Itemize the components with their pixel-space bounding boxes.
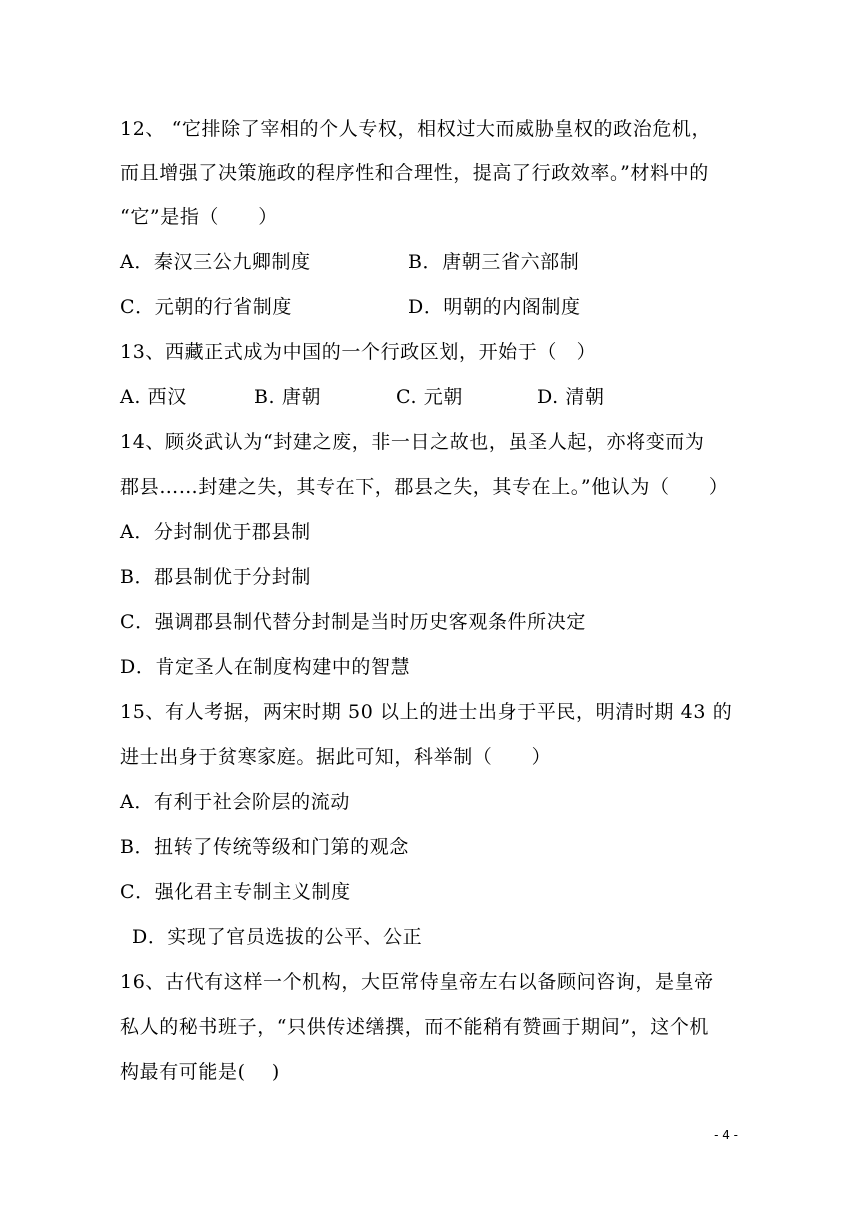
q14-line-2: 郡县……封建之失，其专在下，郡县之失，其专在上。”他认为（ ） [120,476,729,498]
q12-line-3: “它”是指（ ） [120,206,278,228]
q14-option-d: D．肯定圣人在制度构建中的智慧 [120,656,411,678]
q12-line-2: 而且增强了决策施政的程序性和合理性，提高了行政效率。”材料中的 [120,162,709,184]
q14-option-b: B．郡县制优于分封制 [120,566,311,588]
q15-option-b: B．扭转了传统等级和门第的观念 [120,836,409,858]
q13-option-d: D. 清朝 [537,386,605,408]
q16-line-2: 私人的秘书班子，“只供传述缮撰，而不能稍有赞画于期间”，这个机 [120,1016,710,1038]
q14-option-c: C．强调郡县制代替分封制是当时历史客观条件所决定 [120,611,586,633]
q13-option-b: B. 唐朝 [254,386,322,408]
q12-line-1: 12、 “它排除了宰相的个人专权，相权过大而威胁皇权的政治危机， [120,118,712,140]
q13-option-c: C. 元朝 [396,386,463,408]
q15-option-a: A．有利于社会阶层的流动 [120,791,350,813]
page-number: - 4 - [714,1128,738,1142]
q15-option-d: D．实现了官员选拔的公平、公正 [132,926,423,948]
q14-option-a: A．分封制优于郡县制 [120,521,311,543]
q15-option-c: C．强化君主专制主义制度 [120,881,351,903]
q16-line-1: 16、古代有这样一个机构，大臣常侍皇帝左右以备顾问咨询，是皇帝 [120,971,714,993]
q13-option-a: A. 西汉 [120,386,187,408]
q12-option-a: A．秦汉三公九卿制度 [120,251,311,273]
q15-line-2: 进士出身于贫寒家庭。据此可知，科举制（ ） [120,746,552,768]
q14-line-1: 14、顾炎武认为“封建之废，非一日之故也，虽圣人起，亦将变而为 [120,431,705,453]
q13-line-1: 13、西藏正式成为中国的一个行政区划，开始于（ ） [120,341,597,363]
q16-line-3: 构最有可能是( ) [120,1061,280,1083]
q15-line-1: 15、有人考据，两宋时期 50 以上的进士出身于平民，明清时期 43 的 [120,701,733,723]
q12-option-c: C．元朝的行省制度 [120,296,292,318]
q12-option-b: B．唐朝三省六部制 [408,251,580,273]
q12-option-d: D．明朝的内阁制度 [408,296,581,318]
